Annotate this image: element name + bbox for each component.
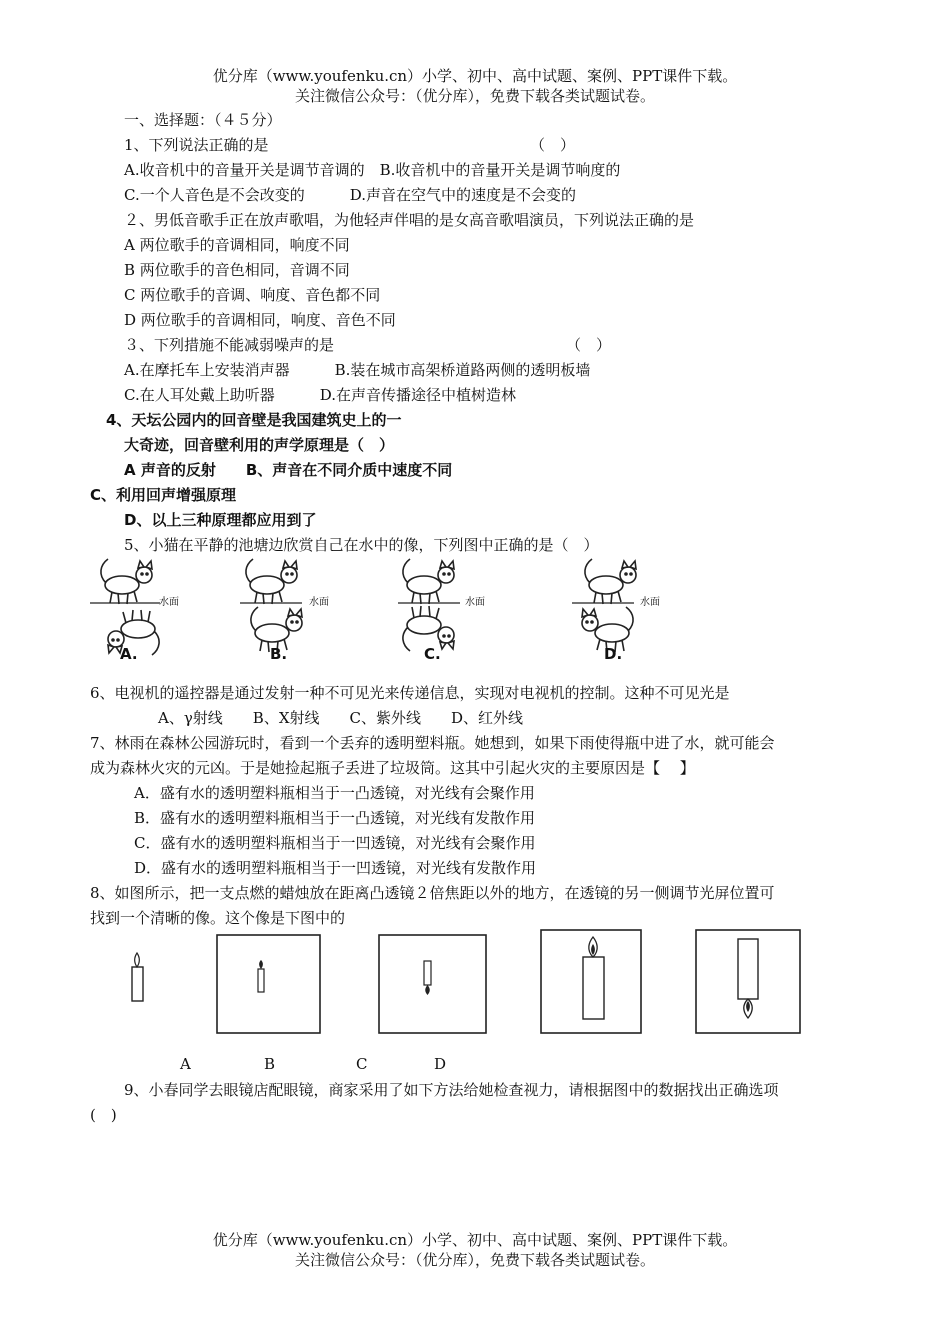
q2-option-b: B 两位歌手的音色相同，音调不同 [124, 261, 350, 279]
q5-stem: 5、小猫在平静的池塘边欣赏自己在水中的像，下列图中正确的是（ ） [124, 536, 599, 554]
q5-label-c: C. [424, 645, 441, 663]
q8-stem-line-2: 找到一个清晰的像。这个像是下图中的 [90, 909, 346, 927]
q8-label-d: D [434, 1055, 447, 1073]
q2-option-a: A 两位歌手的音调相同，响度不同 [124, 236, 350, 254]
footer-line-2: 关注微信公众号：（优分库），免费下载各类试题试卷。 [294, 1251, 655, 1269]
q4-stem-line-2: 大奇迹，回音壁利用的声学原理是（ ） [124, 436, 395, 454]
q3-options-cd: C.在人耳处戴上助听器 D.在声音传播途径中植树造林 [124, 386, 516, 404]
q8-label-a: A [180, 1055, 191, 1073]
q4-option-c: C、利用回声增强原理 [90, 486, 237, 504]
q5-option-d-cat [572, 559, 636, 652]
header-line-2: 关注微信公众号：（优分库），免费下载各类试题试卷。 [294, 87, 655, 105]
section-title: 一、选择题：（４５分） [124, 111, 282, 129]
q7-stem-line-2: 成为森林火灾的元凶。于是她捡起瓶子丢进了垃圾筒。这其中引起火灾的主要原因是【 】 [90, 759, 695, 777]
q7-option-c: C．盛有水的透明塑料瓶相当于一凹透镜，对光线有会聚作用 [134, 834, 536, 852]
q1-answer-paren: （ ） [530, 136, 576, 154]
q8-label-c: C [356, 1055, 368, 1073]
q8-stem-line-1: 8、如图所示，把一支点燃的蜡烛放在距离凸透镜２倍焦距以外的地方，在透镜的另一侧调节光屏位置可 [90, 884, 775, 902]
q2-option-c: C 两位歌手的音调、响度、音色都不同 [124, 286, 381, 304]
q5-water-label-a: 水面 [159, 597, 179, 608]
footer-line-1: 优分库（www.youfenku.cn）小学、初中、高中试题、案例、PPT课件下载。 [212, 1231, 738, 1249]
q2-option-d: D 两位歌手的音调相同，响度、音色不同 [124, 311, 396, 329]
q8-option-a-image [217, 935, 320, 1033]
q5-label-a: A. [120, 645, 138, 663]
q8-option-c-image [541, 930, 641, 1033]
q5-option-c-cat [398, 559, 460, 651]
q7-option-b: B．盛有水的透明塑料瓶相当于一凸透镜，对光线有发散作用 [134, 809, 536, 827]
q5-label-d: D. [604, 645, 623, 663]
q8-label-b: B [264, 1055, 276, 1073]
q8-candle-figures [125, 925, 815, 1040]
q7-option-a: A．盛有水的透明塑料瓶相当于一凸透镜，对光线有会聚作用 [134, 784, 535, 802]
q8-option-b-image [379, 935, 486, 1033]
q3-stem: ３、下列措施不能减弱噪声的是 [124, 336, 335, 354]
q6-stem: 6、电视机的遥控器是通过发射一种不可见光来传递信息，实现对电视机的控制。这种不可见光是 [90, 684, 730, 702]
q6-options: A、γ射线 B、X射线 C、紫外线 D、红外线 [158, 709, 524, 727]
q5-water-label-c: 水面 [465, 597, 485, 608]
q1-options-cd: C.一个人音色是不会改变的 D.声音在空气中的速度是不会变的 [124, 186, 576, 204]
q4-option-d: D、以上三种原理都应用到了 [124, 511, 317, 529]
q3-options-ab: A.在摩托车上安装消声器 B.装在城市高架桥道路两侧的透明板墙 [124, 361, 591, 379]
header-line-1: 优分库（www.youfenku.cn）小学、初中、高中试题、案例、PPT课件下载。 [212, 67, 738, 85]
q4-options-ab: A 声音的反射 B、声音在不同介质中速度不同 [124, 461, 453, 479]
q8-original-candle [132, 953, 143, 1001]
q5-water-label-d: 水面 [640, 597, 660, 608]
q8-option-d-image [696, 930, 800, 1033]
q4-stem-line-1: 4、天坛公园内的回音壁是我国建筑史上的一 [106, 411, 402, 429]
q5-option-b-cat [240, 559, 302, 652]
q5-label-b: B. [270, 645, 288, 663]
q3-answer-paren: （ ） [566, 336, 612, 354]
q5-cat-figures [90, 555, 690, 665]
q5-water-label-b: 水面 [309, 597, 329, 608]
q1-options-ab: A.收音机中的音量开关是调节音调的 B.收音机中的音量开关是调节响度的 [124, 161, 621, 179]
q7-stem-line-1: 7、林雨在森林公园游玩时，看到一个丢弃的透明塑料瓶。她想到，如果下雨使得瓶中进了水，就可能会 [90, 734, 775, 752]
q1-stem: 1、下列说法正确的是 [124, 136, 269, 154]
q9-stem-line-1: 9、小春同学去眼镜店配眼镜，商家采用了如下方法给她检查视力，请根据图中的数据找出正确选项 [124, 1081, 779, 1099]
q5-option-a-cat [90, 559, 160, 655]
q9-answer-paren: ( ) [90, 1106, 117, 1124]
q2-stem: ２、男低音歌手正在放声歌唱，为他轻声伴唱的是女高音歌唱演员，下列说法正确的是 [124, 211, 695, 229]
q7-option-d: D．盛有水的透明塑料瓶相当于一凹透镜，对光线有发散作用 [134, 859, 537, 877]
